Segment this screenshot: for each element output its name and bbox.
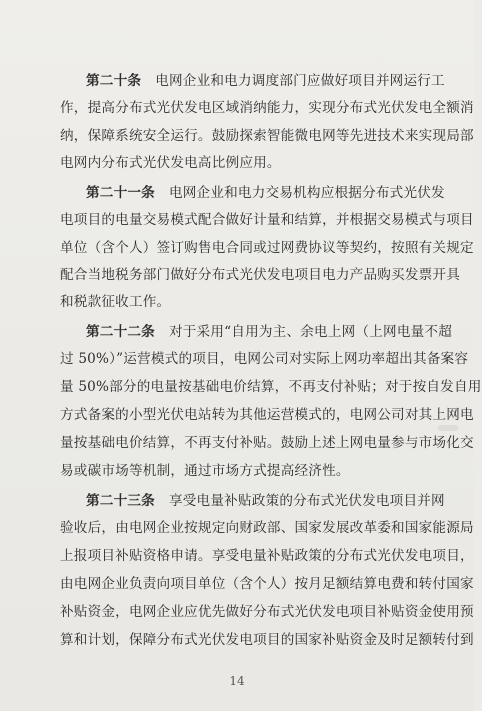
article-21-heading: 第二十一条 [86, 185, 155, 201]
article-20-line-3: 纳，保障系统安全运行。鼓励探索智能微电网等先进技术来实现局部 [60, 128, 474, 144]
article-23-text-1: 享受电量补贴政策的分布式光伏发电项目并网 [168, 493, 445, 509]
article-20-heading: 第二十条 [86, 73, 142, 89]
article-21-line-4: 配合当地税务部门做好分布式光伏发电项目电力产品购买发票开具 [60, 267, 461, 283]
article-20-line-1 [86, 72, 445, 90]
article-20-text-1: 电网企业和电力调度部门应做好项目并网运行工 [155, 73, 445, 89]
article-22-line-6: 易或碳市场等机制，通过市场方式提高经济性。 [60, 463, 350, 479]
article-23-heading: 第二十三条 [86, 493, 155, 509]
page-number: 14 [229, 674, 245, 688]
article-22-line-1 [86, 323, 452, 341]
article-21-line-3: 单位（含个人）签订购售电合同或过网费协议等契约，按照有关规定 [60, 240, 474, 256]
article-22-line-3: 量 50%部分的电量按基础电价结算，不再支付补贴；对于按自发自用 [60, 379, 482, 395]
article-23-line-2: 验收后，由电网企业按规定向财政部、国家发展改革委和国家能源局 [60, 520, 474, 536]
article-20-line-2: 作，提高分布式光伏发电区域消纳能力，实现分布式光伏发电全额消 [60, 100, 474, 116]
article-21-line-2: 电项目的电量交易模式配合做好计量和结算，并根据交易模式与项目 [60, 212, 474, 228]
article-23-line-6: 算和计划，保障分布式光伏发电项目的国家补贴资金及时足额转付到 [60, 632, 474, 648]
scan-smudge [438, 425, 458, 431]
article-23-line-4: 由电网企业负责向项目单位（含个人）按月足额结算电费和转付国家 [60, 576, 474, 592]
article-21-line-1 [86, 184, 445, 202]
article-21-line-5: 和税款征收工作。 [60, 294, 171, 310]
article-23-line-3: 上报项目补贴资格申请。享受电量补贴政策的分布式光伏发电项目， [60, 548, 474, 564]
article-22-line-2: 过 50%）”运营模式的项目，电网公司对实际上网功率超出其备案容 [60, 351, 469, 367]
article-22-heading: 第二十二条 [86, 324, 155, 340]
article-22-line-5: 量按基础电价结算，不再支付补贴。鼓励上述上网电量参与市场化交 [60, 435, 474, 451]
article-23-line-5: 补贴资金，电网企业应优先做好分布式光伏发电项目补贴资金使用预 [60, 604, 474, 620]
article-23-line-1 [86, 492, 445, 510]
article-22-text-1: 对于采用“自用为主、余电上网（上网电量不超 [168, 324, 452, 340]
article-22-line-4: 方式备案的小型光伏电站转为其他运营模式的，电网公司对其上网电 [60, 407, 474, 423]
article-20-line-4: 电网内分布式光伏发电高比例应用。 [60, 155, 281, 171]
article-21-text-1: 电网企业和电力交易机构应根据分布式光伏发 [168, 185, 445, 201]
